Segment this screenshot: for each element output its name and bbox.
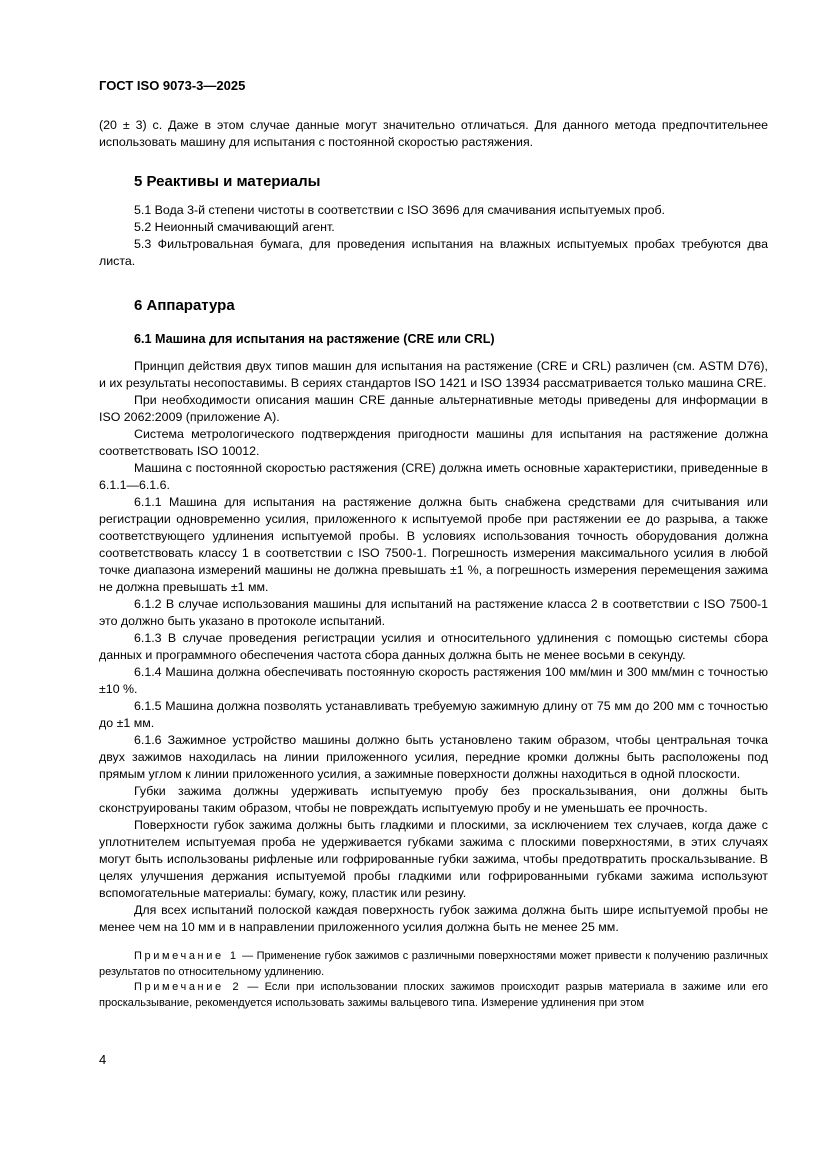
paragraph-metrology: Система метрологического подтверждения пригодности машины для испытания на растяжение должна соответствовать ISO 10012. [99, 427, 768, 458]
clause-6-1-5: 6.1.5 Машина должна позволять устанавливать требуемую зажимную длину от 75 мм до 200 мм с точностью до ±1 мм. [99, 699, 768, 730]
paragraph-clamp-jaws: Губки зажима должны удерживать испытуемую пробу без проскальзывания, они должны быть сконструированы таким образом, чтобы не повреждать испытуемую пробу и не уменьшать ее прочность. [99, 784, 768, 815]
notes-block [99, 949, 768, 1011]
note-1 [99, 949, 768, 980]
clause-6-1-2: 6.1.2 В случае использования машины для испытаний на растяжение класса 2 в соответствии с ISO 7500-1 это должно быть указано в протоколе испытаний. [99, 597, 768, 628]
clause-5-1: 5.1 Вода 3-й степени чистоты в соответствии с ISO 3696 для смачивания испытуемых проб. [134, 203, 666, 217]
paragraph-principle: Принцип действия двух типов машин для испытания на растяжение (CRE и CRL) различен (см. ASTM D76), и их результаты несопоставимы. В сериях стандартов ISO 1421 и ISO 13934 рассматривается только машина CRE. [99, 359, 768, 390]
page-number: 4 [99, 1052, 107, 1067]
note-label: Примечание 2 [134, 981, 242, 993]
clause-6-1-6: 6.1.6 Зажимное устройство машины должно быть установлено таким образом, чтобы центральная точка двух зажимов находилась на линии приложенного усилия, передние кромки должны быть расположены под прямым углом к линии приложенного усилия, а зажимные поверхности должны находиться в одной плоскости. [99, 733, 768, 781]
section-6-heading: 6 Аппаратура [134, 297, 235, 314]
paragraph-strip-tests: Для всех испытаний полоской каждая поверхность губок зажима должна быть шире испытуемой пробы не менее чем на 10 мм и в направлении приложенного усилия должна быть не менее 25 мм. [99, 903, 768, 934]
clause-6-1-4: 6.1.4 Машина должна обеспечивать постоянную скорость растяжения 100 мм/мин и 300 мм/мин с точностью ±10 %. [99, 665, 768, 696]
subsection-6-1-heading: 6.1 Машина для испытания на растяжение (CRE или CRL) [134, 332, 495, 346]
clause-6-1-3: 6.1.3 В случае проведения регистрации усилия и относительного удлинения с помощью системы сбора данных и программного обеспечения частота сбора данных должна быть не менее восьми в секунду. [99, 631, 768, 662]
paragraph-cre-characteristics: Машина с постоянной скоростью растяжения (CRE) должна иметь основные характеристики, приведенные в 6.1.1—6.1.6. [99, 461, 768, 492]
section-5-heading: 5 Реактивы и материалы [134, 173, 321, 190]
document-code-header: ГОСТ ISO 9073-3—2025 [99, 78, 246, 93]
page-content [99, 117, 768, 1011]
note-2 [99, 980, 768, 1011]
intro-paragraph: (20 ± 3) с. Даже в этом случае данные могут значительно отличаться. Для данного метода предпочтительнее использовать машину для испытания с постоянной скоростью растяжения. [99, 118, 768, 149]
note-text: — Если при использовании плоских зажимов происходит разрыв материала в зажиме или его проскальзывание, рекомендуется использовать зажимы вальцевого типа. Измерение удлинения при этом [99, 981, 769, 1009]
clause-6-1-1: 6.1.1 Машина для испытания на растяжение должна быть снабжена средствами для считывания или регистрации одновременно усилия, приложенного к испытуемой пробе при растяжении ее до разрыва, а также соответствующего удлинения испытуемой пробы. В условиях использования точность оборудования должна соответствовать классу 1 в соответствии с ISO 7500-1. Погрешность измерения максимального усилия в любой точке диапазона измерений машины не должна превышать ±1 %, а погрешность измерения перемещения зажима не должна превышать ±1 мм. [99, 495, 768, 594]
clause-5-3: 5.3 Фильтровальная бумага, для проведения испытания на влажных испытуемых пробах требуются два листа. [99, 237, 768, 268]
clause-5-2: 5.2 Неионный смачивающий агент. [134, 220, 335, 234]
note-text: — Применение губок зажимов с различными поверхностями может привести к получению различных результатов по относительному удлинению. [99, 950, 768, 978]
paragraph-alternative-methods: При необходимости описания машин CRE данные альтернативные методы приведены для информации в ISO 2062:2009 (приложение А). [99, 393, 768, 424]
note-label: Примечание 1 [134, 950, 239, 962]
paragraph-jaw-surfaces: Поверхности губок зажима должны быть гладкими и плоскими, за исключением тех случаев, когда даже с уплотнителем испытуемая проба не удерживается губками зажима с плоскими поверхностями, в этих случаях могут быть использованы рифленые или гофрированные губки зажима, чтобы предотвратить проскальзывание. В целях улучшения держания испытуемой пробы гладкими или гофрированными губками зажима используют вспомогательные материалы: бумагу, кожу, пластик или резину. [99, 818, 768, 900]
